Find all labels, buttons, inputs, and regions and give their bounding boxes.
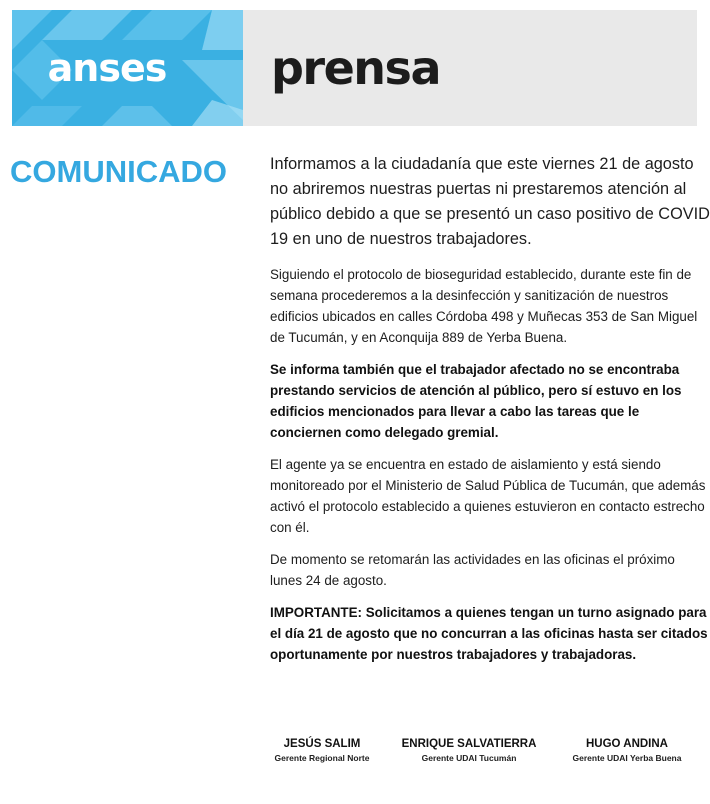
anses-logo	[12, 10, 243, 126]
prensa-banner	[243, 10, 697, 126]
logo-text: anses	[47, 46, 167, 90]
press-release-body	[270, 152, 710, 676]
section-title: prensa	[271, 41, 440, 95]
paragraph-reopening: De momento se retomarán las actividades en las oficinas el próximo lunes 24 de agosto.	[270, 552, 675, 588]
paragraph-important: IMPORTANTE: Solicitamos a quienes tengan un turno asignado para el día 21 de agosto que no concurran a las oficinas hasta ser citados oportunamente por nuestros trabajadores y trabajadoras.	[270, 605, 708, 662]
paragraph-protocol: Siguiendo el protocolo de bioseguridad establecido, durante este fin de semana procederemos a la desinfección y sanitización de nuestros edificios ubicados en calles Córdoba 498 y Muñecas 353 de San Miguel de Tucumán, y en Aconquija 889 de Yerba Buena.	[270, 267, 698, 345]
signatures	[0, 736, 710, 776]
signature-name: HUGO ANDINA	[586, 738, 668, 750]
header-banner	[12, 10, 697, 126]
comunicado-heading: COMUNICADO	[10, 154, 227, 189]
signature-name: JESÚS SALIM	[283, 738, 361, 750]
signature-role: Gerente UDAI Tucumán	[421, 753, 517, 763]
signature-name: ENRIQUE SALVATIERRA	[401, 738, 537, 750]
signature-andina	[557, 736, 697, 764]
signature-role: Gerente Regional Norte	[274, 753, 370, 763]
paragraph-intro: Informamos a la ciudadanía que este viernes 21 de agosto no abriremos nuestras puertas ni prestaremos atención al público debido a que se presentó un caso positivo de COVID 19 en uno de nuestros trabajadores.	[270, 155, 710, 248]
paragraph-worker-info: Se informa también que el trabajador afectado no se encontraba prestando servicios de atención al público, pero sí estuvo en los edificios mencionados para llevar a cabo las tareas que le conciernen como delegado gremial.	[270, 362, 682, 440]
signature-salim	[252, 736, 392, 764]
paragraph-isolation: El agente ya se encuentra en estado de aislamiento y está siendo monitoreado por el Ministerio de Salud Pública de Tucumán, que además activó el protocolo establecido a quienes estuvieron en contacto estrecho con él.	[270, 457, 706, 535]
signature-salvatierra	[399, 736, 539, 764]
signature-role: Gerente UDAI Yerba Buena	[572, 753, 682, 763]
